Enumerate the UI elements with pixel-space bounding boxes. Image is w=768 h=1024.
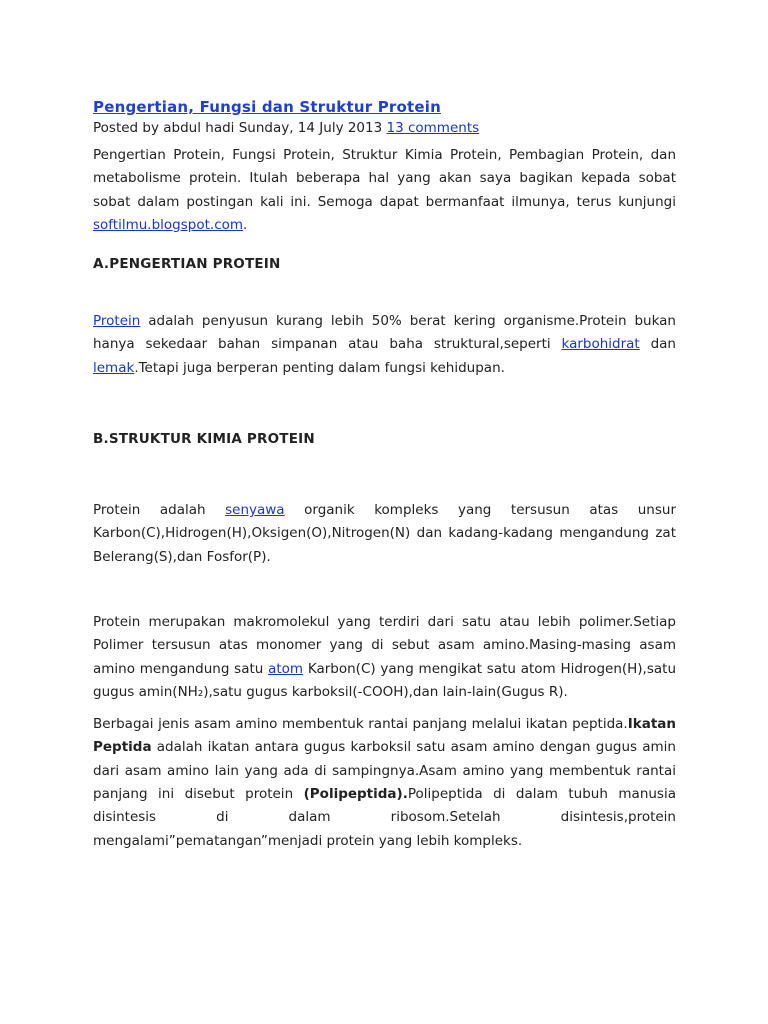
section-a-paragraph: [93, 310, 676, 380]
intro-end: .: [243, 216, 248, 233]
section-a-text-2: dan: [639, 336, 676, 353]
post-title-link[interactable]: Pengertian, Fungsi dan Struktur Protein: [93, 98, 441, 116]
protein-link[interactable]: Protein: [93, 313, 141, 330]
intro-paragraph: [93, 144, 676, 237]
section-b-paragraph-1: [93, 499, 676, 569]
section-b-p3-text-1: Berbagai jenis asam amino membentuk rantai panjang melalui ikatan peptida.: [93, 716, 628, 733]
polipeptida-term: (Polipeptida).: [303, 786, 408, 803]
section-b-heading: B.STRUKTUR KIMIA PROTEIN: [93, 431, 315, 448]
karbohidrat-link[interactable]: karbohidrat: [561, 336, 640, 353]
post-meta: [93, 118, 676, 138]
ikatan-peptida-term: Ikatan Peptida: [93, 716, 676, 756]
section-b-p3-text-2: adalah ikatan antara gugus karboksil satu asam amino dengan gugus amin dari asam amino lain yang ada di sampingnya.Asam amino yang membentuk rantai panjang ini disebut protein: [93, 739, 676, 803]
intro-text: Pengertian Protein, Fungsi Protein, Struktur Kimia Protein, Pembagian Protein, dan metabolisme protein. Itulah beberapa hal yang akan saya bagikan kepada sobat sobat dalam postingan kali ini. Semoga dapat bermanfaat ilmunya, terus kunjungi: [93, 147, 676, 210]
atom-link[interactable]: atom: [268, 660, 304, 677]
section-a-text-1: adalah penyusun kurang lebih 50% berat kering organisme.Protein bukan hanya sekedaar bahan simpanan atau baha struktural,seperti: [93, 313, 676, 353]
section-b-paragraph-2: [93, 611, 676, 704]
section-b-p2-text-2: Karbon(C) yang mengikat satu atom Hidrogen(H),satu gugus amin(NH₂),satu gugus karboksil(-COOH),dan lain-lain(Gugus R).: [93, 660, 677, 700]
section-b-p3-text-3: Polipeptida di dalam tubuh manusia disintesis di dalam ribosom.Setelah disintesis,protein mengalami”pematangan”menjadi protein yang lebih kompleks.: [93, 786, 676, 849]
blog-post: [93, 96, 676, 853]
section-b-p1-text-2: organik kompleks yang tersusun atas unsur Karbon(C),Hidrogen(H),Oksigen(O),Nitrogen(N) dan kadang-kadang mengandung zat Belerang(S),dan Fosfor(P).: [93, 502, 676, 565]
senyawa-link[interactable]: senyawa: [225, 502, 285, 519]
softilmu-link[interactable]: softilmu.blogspot.com: [93, 216, 244, 233]
section-b-p2-text-1: Protein merupakan makromolekul yang terdiri dari satu atau lebih polimer.Setiap Polimer tersusun atas monomer yang di sebut asam amino.Masing-masing asam amino mengandung satu: [93, 613, 676, 677]
lemak-link[interactable]: lemak: [93, 359, 135, 376]
comments-link[interactable]: 13 comments: [386, 120, 480, 136]
section-b-p1-text-1: Protein adalah: [93, 502, 226, 519]
section-a-text-3: .Tetapi juga berperan penting dalam fungsi kehidupan.: [134, 359, 505, 376]
post-meta-text: Posted by abdul hadi Sunday, 14 July 2013: [93, 120, 387, 136]
section-a-heading: A.PENGERTIAN PROTEIN: [93, 256, 281, 273]
section-b-paragraph-3: [93, 713, 676, 853]
